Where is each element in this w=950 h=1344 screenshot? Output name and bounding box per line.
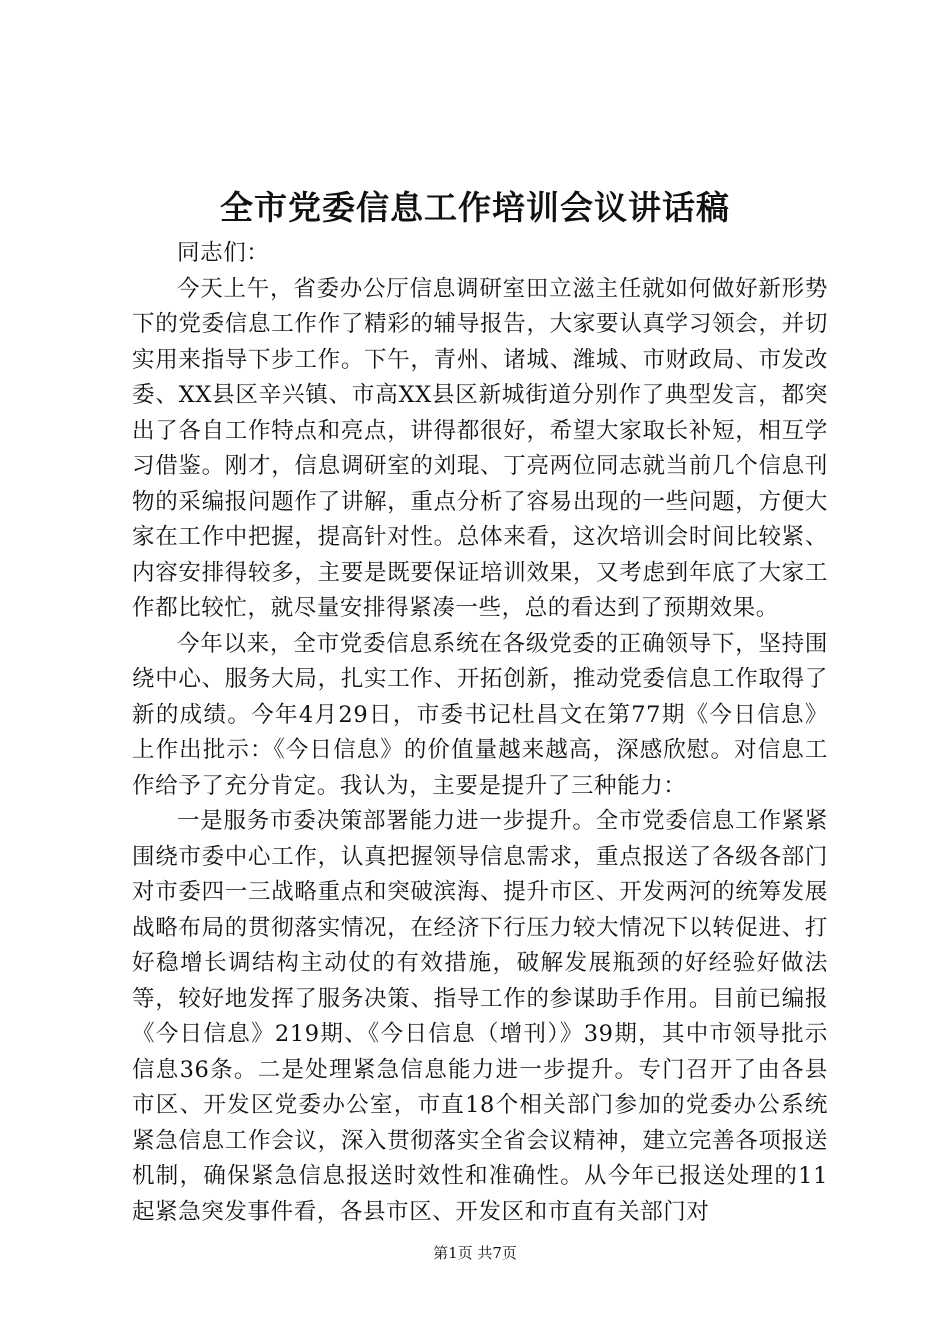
body-paragraph: 一是服务市委决策部署能力进一步提升。全市党委信息工作紧紧围绕市委中心工作，认真把握领导信息需求，重点报送了各级各部门对市委四一三战略重点和突破滨海、提升市区、开发两河的统筹发展战略布局的贯彻落实情况，在经济下行压力较大情况下以转促进、打好稳增长调结构主动仗的有效措施，破解发展瓶颈的好经验好做法等，较好地发挥了服务决策、指导工作的参谋助手作用。目前已编报《今日信息》219期、《今日信息（增刊）》39期，其中市领导批示信息36条。二是处理紧急信息能力进一步提升。专门召开了由各县市区、开发区党委办公室，市直18个相关部门参加的党委办公系统紧急信息工作会议，深入贯彻落实全省会议精神，建立完善各项报送机制，确保紧急信息报送时效性和准确性。从今年已报送处理的11起紧急突发事件看，各县市区、开发区和市直有关部门对 [132, 808, 828, 1225]
document-title: 全市党委信息工作培训会议讲话稿 [220, 188, 730, 227]
body-paragraph: 今年以来，全市党委信息系统在各级党委的正确领导下，坚持围绕中心、服务大局，扎实工作、开拓创新，推动党委信息工作取得了新的成绩。今年4月29日，市委书记杜昌文在第77期《今日信息》上作出批示：《今日信息》的价值量越来越高，深感欣慰。对信息工作给予了充分肯定。我认为，主要是提升了三种能力： [132, 630, 828, 799]
document-body [132, 236, 828, 1230]
body-paragraph: 今天上午，省委办公厅信息调研室田立滋主任就如何做好新形势下的党委信息工作作了精彩的辅导报告，大家要认真学习领会，并切实用来指导下步工作。下午，青州、诸城、潍城、市财政局、市发改委、XX县区辛兴镇、市高XX县区新城街道分别作了典型发言，都突出了各自工作特点和亮点，讲得都很好，希望大家取长补短，相互学习借鉴。刚才，信息调研室的刘琨、丁亮两位同志就当前几个信息刊物的采编报问题作了讲解，重点分析了容易出现的一些问题，方便大家在工作中把握，提高针对性。总体来看，这次培训会时间比较紧、内容安排得较多，主要是既要保证培训效果，又考虑到年底了大家工作都比较忙，就尽量安排得紧凑一些，总的看达到了预期效果。 [132, 275, 828, 621]
salutation-paragraph: 同志们： [177, 240, 270, 266]
page-number-footer: 第1页 共7页 [433, 1244, 517, 1262]
